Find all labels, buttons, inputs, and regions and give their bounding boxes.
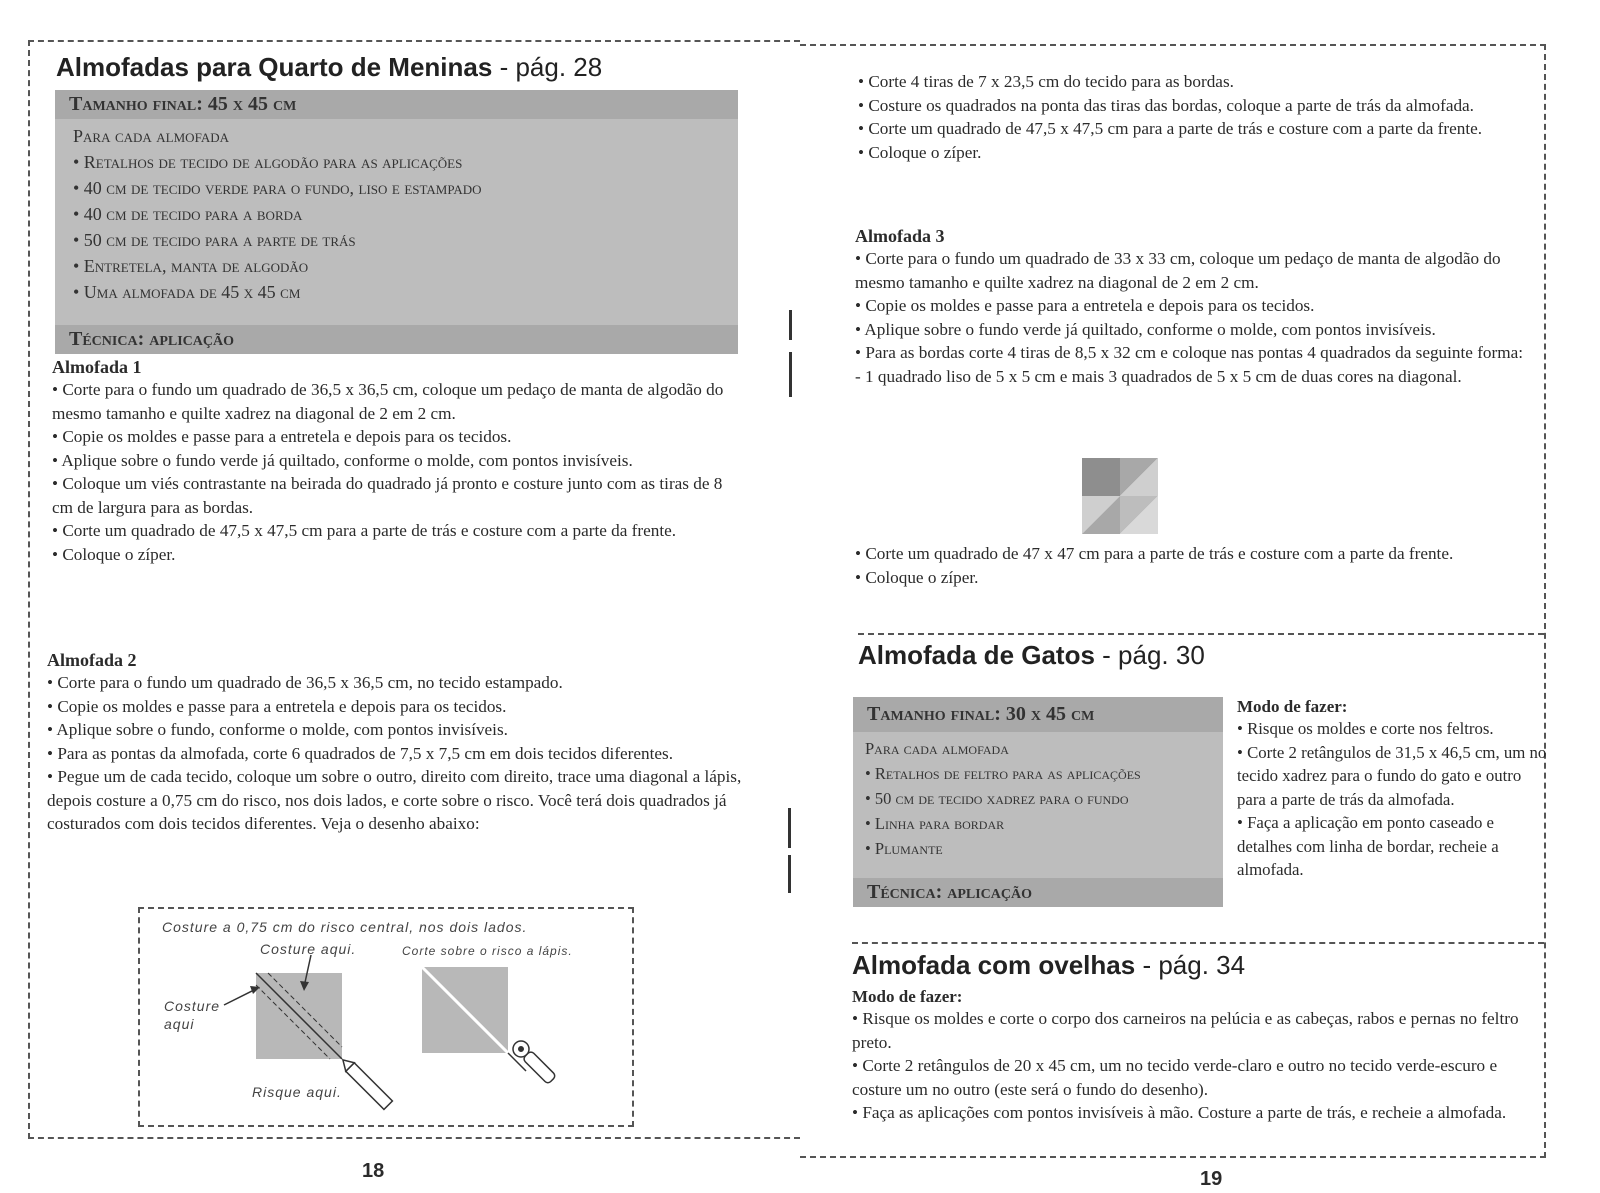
- left-section-title: Almofadas para Quarto de Meninas: [56, 52, 493, 82]
- gatos-spec-size: [853, 697, 1223, 732]
- gatos-method-step: • Corte 2 retângulos de 31,5 x 46,5 cm, um no tecido xadrez para o fundo do gato e outro para a parte de trás da almofada.: [1237, 742, 1547, 809]
- almofada-1-step: • Corte um quadrado de 47,5 x 47,5 cm para a parte de trás e costure com a parte da frente.: [52, 521, 677, 540]
- left-spec-line: • 50 cm de tecido para a parte de trás: [73, 230, 356, 250]
- gatos-method: [1237, 697, 1547, 882]
- left-spec-size: [55, 90, 738, 119]
- almofada-1-step: • Copie os moldes e passe para a entretela e depois para os tecidos.: [52, 427, 512, 446]
- almofada-2-step: • Pegue um de cada tecido, coloque um sobre o outro, direito com direito, trace uma diagonal a lápis, depois costure a 0,75 cm do risco, nos dois lados, e corte sobre o risco. Você terá dois quadrados já costurados com dois tecidos diferentes. Veja o desenho abaixo:: [47, 767, 742, 833]
- crop-mark: [788, 808, 791, 848]
- left-spec-line: • 40 cm de tecido para a borda: [73, 204, 303, 224]
- gatos-title: Almofada de Gatos: [858, 640, 1095, 670]
- almofada-2-block: [47, 650, 747, 836]
- crop-mark: [788, 855, 791, 893]
- gatos-method-title: Modo de fazer:: [1237, 697, 1348, 716]
- gatos-spec-line: • Linha para bordar: [865, 814, 1005, 833]
- left-spec-line: Para cada almofada: [73, 126, 229, 146]
- gatos-spec-size-text: Tamanho final: 30 x 45 cm: [867, 703, 1095, 725]
- gatos-spec-line: • Plumante: [865, 839, 943, 858]
- diagram-mark-here: Risque aqui.: [252, 1084, 342, 1100]
- ovelhas-title: Almofada com ovelhas: [852, 950, 1136, 980]
- ovelhas-heading: [852, 950, 1245, 981]
- left-page-ref: - pág. 28: [499, 52, 603, 82]
- ovelhas-step: • Faça as aplicações com pontos invisíveis à mão. Costure a parte de trás, e recheie a almofada.: [852, 1103, 1507, 1122]
- left-page-number: 18: [362, 1160, 385, 1182]
- section-divider: [858, 633, 1544, 635]
- gatos-spec-box: [853, 697, 1223, 907]
- almofada-2-title: Almofada 2: [47, 650, 137, 670]
- almofada-2-step: • Para as pontas da almofada, corte 6 quadrados de 7,5 x 7,5 cm em dois tecidos diferentes.: [47, 743, 674, 763]
- almofada-2-step: • Corte para o fundo um quadrado de 36,5 x 36,5 cm, no tecido estampado.: [47, 673, 563, 692]
- left-section-heading: [56, 52, 602, 83]
- diagram-sew-here-top: Costure aqui.: [260, 941, 357, 957]
- almofada-3-step: • Para as bordas corte 4 tiras de 8,5 x 32 cm e coloque nas pontas 4 quadrados da seguinte forma:: [855, 343, 1524, 362]
- diagram-cut-label: Corte sobre o risco a lápis.: [402, 944, 573, 958]
- almofada-3-step: - 1 quadrado liso de 5 x 5 cm e mais 3 quadrados de 5 x 5 cm de duas cores na diagonal.: [855, 366, 1462, 386]
- crop-mark: [789, 352, 792, 397]
- pencil-icon: [339, 1056, 393, 1110]
- ovelhas-block: [852, 987, 1544, 1125]
- left-spec-line: • Uma almofada de 45 x 45 cm: [73, 282, 301, 302]
- almofada-1-step: • Coloque um viés contrastante na beirada do quadrado já pronto e costure junto com as tiras de 8 cm de largura para as bordas.: [52, 474, 723, 517]
- pinwheel-block-illustration: [1082, 458, 1158, 534]
- left-spec-lines: [55, 119, 738, 309]
- almofada-3-step: • Aplique sobre o fundo verde já quiltado, conforme o molde, com pontos invisíveis.: [855, 319, 1436, 339]
- right-top-block: [858, 70, 1544, 164]
- gatos-spec-line: Para cada almofada: [865, 739, 1009, 758]
- ovelhas-page-ref: - pág. 34: [1142, 950, 1246, 980]
- diagram-caption: Costure a 0,75 cm do risco central, nos dois lados.: [162, 919, 528, 935]
- almofada-3-step: • Coloque o zíper.: [855, 567, 979, 587]
- almofada-1-step: • Corte para o fundo um quadrado de 36,5 x 36,5 cm, coloque um pedaço de manta de algodão do mesmo tamanho e quilte xadrez na diagonal de 2 em 2 cm.: [52, 380, 724, 423]
- almofada-1-block: [52, 357, 747, 566]
- almofada-3-title: Almofada 3: [855, 226, 945, 246]
- gatos-spec-line: • 50 cm de tecido xadrez para o fundo: [865, 789, 1129, 808]
- ovelhas-step: • Risque os moldes e corte o corpo dos carneiros na pelúcia e as cabeças, rabos e pernas no feltro preto.: [852, 1009, 1519, 1052]
- almofada-3-block: [855, 226, 1545, 388]
- almofada-2-step: • Copie os moldes e passe para a entretela e depois para os tecidos.: [47, 696, 507, 716]
- diagram-arrow: [224, 989, 256, 1005]
- gatos-spec-technique-text: Técnica: aplicação: [867, 881, 1033, 903]
- left-spec-technique: [55, 325, 738, 354]
- left-spec-line: • Retalhos de tecido de algodão para as aplicações: [73, 152, 463, 172]
- almofada-1-step: • Coloque o zíper.: [52, 544, 176, 564]
- left-spec-line: • Entretela, manta de algodão: [73, 256, 309, 276]
- sewing-diagram: [138, 907, 634, 1127]
- almofada-3-step: • Corte um quadrado de 47 x 47 cm para a parte de trás e costure com a parte da frente.: [855, 544, 1454, 563]
- almofada-3-step: • Copie os moldes e passe para a entretela e depois para os tecidos.: [855, 296, 1315, 315]
- gatos-spec-lines: [853, 732, 1223, 865]
- almofada-3-after: [855, 542, 1545, 589]
- gatos-spec-technique: [853, 878, 1223, 907]
- ovelhas-method-title: Modo de fazer:: [852, 987, 963, 1006]
- gatos-page-ref: - pág. 30: [1102, 640, 1205, 670]
- almofada-2-step: • Corte 4 tiras de 7 x 23,5 cm do tecido para as bordas.: [858, 72, 1234, 91]
- section-divider: [852, 942, 1544, 944]
- right-page-number: 19: [1200, 1168, 1223, 1190]
- ovelhas-step: • Corte 2 retângulos de 20 x 45 cm, um no tecido verde-claro e outro no tecido verde-escuro e costure um no outro (este será o fundo do desenho).: [852, 1056, 1498, 1099]
- gatos-heading: [858, 640, 1205, 671]
- almofada-2-step: • Corte um quadrado de 47,5 x 47,5 cm para a parte de trás e costure com a parte da frente.: [858, 119, 1483, 138]
- diagram-drawing: [138, 907, 634, 1127]
- left-spec-technique-text: Técnica: aplicação: [69, 328, 235, 350]
- almofada-1-step: • Aplique sobre o fundo verde já quiltado, conforme o molde, com pontos invisíveis.: [52, 450, 633, 470]
- left-spec-size-text: Tamanho final: 45 x 45 cm: [69, 93, 297, 115]
- gatos-spec-line: • Retalhos de feltro para as aplicações: [865, 764, 1141, 783]
- gatos-method-step: • Faça a aplicação em ponto caseado e detalhes com linha de bordar, recheie a almofada.: [1237, 813, 1499, 879]
- almofada-3-step: • Corte para o fundo um quadrado de 33 x 33 cm, coloque um pedaço de manta de algodão do mesmo tamanho e quilte xadrez na diagonal de 2 em 2 cm.: [855, 249, 1501, 292]
- almofada-2-step: • Costure os quadrados na ponta das tiras das bordas, coloque a parte de trás da almofada.: [858, 95, 1474, 115]
- gatos-method-step: • Risque os moldes e corte nos feltros.: [1237, 719, 1494, 738]
- almofada-1-title: Almofada 1: [52, 357, 142, 377]
- left-spec-line: • 40 cm de tecido verde para o fundo, liso e estampado: [73, 178, 482, 198]
- left-spec-box: [55, 90, 738, 354]
- almofada-2-step: • Aplique sobre o fundo, conforme o molde, com pontos invisíveis.: [47, 720, 508, 739]
- crop-mark: [789, 310, 792, 340]
- almofada-2-step: • Coloque o zíper.: [858, 142, 982, 162]
- diagram-sew-here-side: Costure aqui: [164, 998, 221, 1032]
